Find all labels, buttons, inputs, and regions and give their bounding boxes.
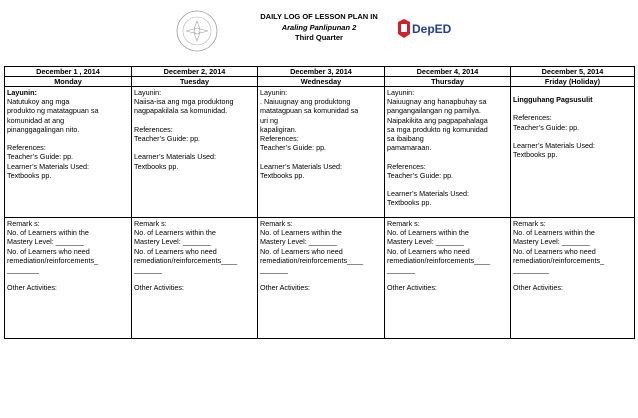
deped-logo-text: DepED — [412, 22, 452, 36]
remarks-cell-monday — [5, 218, 132, 339]
lesson-text: Natutukoy ang mga produkto ng matatagpuan sa komunidad at ang pinanggagalingan nito. References: Teacher’s Guide: pp. Learner’s Materials Used: Textbooks pp. — [7, 97, 99, 180]
day-cell-wednesday: Wednesday — [258, 77, 385, 87]
document-title: DAILY LOG OF LESSON PLAN IN — [260, 12, 378, 21]
day-cell-monday: Monday — [5, 77, 132, 87]
lesson-row — [5, 87, 635, 218]
day-cell-thursday: Thursday — [385, 77, 511, 87]
remarks-row — [5, 218, 635, 339]
deped-logo-icon — [394, 14, 454, 44]
lesson-text: Layunin: Naiuugnay ang hanapbuhay sa pangangailangan ng pamilya. Naipakikita ang pagpapahalaga sa mga produkto ng komunidad sa ibaibang pamamaraan. References: Teacher’s Guide: pp. Learner’s Materials Used: Textbooks pp. — [387, 88, 488, 208]
lesson-text: Layunin: . Naiuugnay ang produktong matatagpuan sa komunidad sa uri ng kapaligiran. References: Teacher’s Guide: pp. Learner’s Materials Used: Textbooks pp. — [260, 88, 359, 180]
date-cell-monday: December 1 , 2014 — [5, 67, 132, 77]
remarks-text: Remark s: No. of Learners within the Mastery Level: _______ No. of Learners who need remediation/reinforcements____ _______ Other Activities: — [134, 219, 238, 293]
date-cell-wednesday: December 3, 2014 — [258, 67, 385, 77]
date-cell-tuesday: December 2, 2014 — [132, 67, 258, 77]
remarks-cell-friday — [511, 218, 635, 339]
remarks-cell-wednesday — [258, 218, 385, 339]
lesson-cell-wednesday — [258, 87, 385, 218]
lesson-label: Lingguhang Pagsusulit — [513, 95, 593, 104]
lesson-cell-tuesday — [132, 87, 258, 218]
lesson-log-table — [4, 66, 635, 339]
lesson-text: References: Teacher’s Guide: pp. Learner’s Materials Used: Textbooks pp. — [513, 113, 596, 160]
lesson-cell-monday — [5, 87, 132, 218]
lesson-label: Layunin: — [7, 88, 37, 97]
remarks-text: Remark s: No. of Learners within the Mastery Level: _______ No. of Learners who need remediation/reinforcements____ _______ Other Activities: — [260, 219, 364, 293]
document-header — [0, 0, 638, 66]
document-titles — [220, 12, 418, 44]
lesson-cell-thursday — [385, 87, 511, 218]
school-seal-icon — [174, 8, 220, 54]
lesson-cell-friday — [511, 87, 635, 218]
date-cell-thursday: December 4, 2014 — [385, 67, 511, 77]
lesson-text: Layunin: Naiisa-isa ang mga produktong nagpapakilala sa komunidad. References: Teacher’s Guide: pp. Learner’s Materials Used: Textbooks pp. — [134, 88, 234, 171]
day-cell-friday: Friday (Holiday) — [511, 77, 635, 87]
remarks-text: Remark s: No. of Learners within the Mastery Level: _______ No. of Learners who need remediation/reinforcements_ ________ Other Activities: — [7, 219, 99, 293]
document-quarter: Third Quarter — [295, 33, 343, 42]
document-subject: Araling Panlipunan 2 — [281, 22, 357, 32]
day-cell-tuesday: Tuesday — [132, 77, 258, 87]
date-row — [5, 67, 635, 77]
remarks-cell-tuesday — [132, 218, 258, 339]
remarks-text: Remark s: No. of Learners within the Mastery Level: _______ No. of Learners who need remediation/reinforcements____ _______ Other Activities: — [387, 219, 491, 293]
date-cell-friday: December 5, 2014 — [511, 67, 635, 77]
remarks-text: Remark s: No. of Learners within the Mastery Level: _______ No. of Learners who need remediation/reinforcements_ _________ Other Activities: — [513, 219, 605, 293]
day-row — [5, 77, 635, 87]
remarks-cell-thursday — [385, 218, 511, 339]
